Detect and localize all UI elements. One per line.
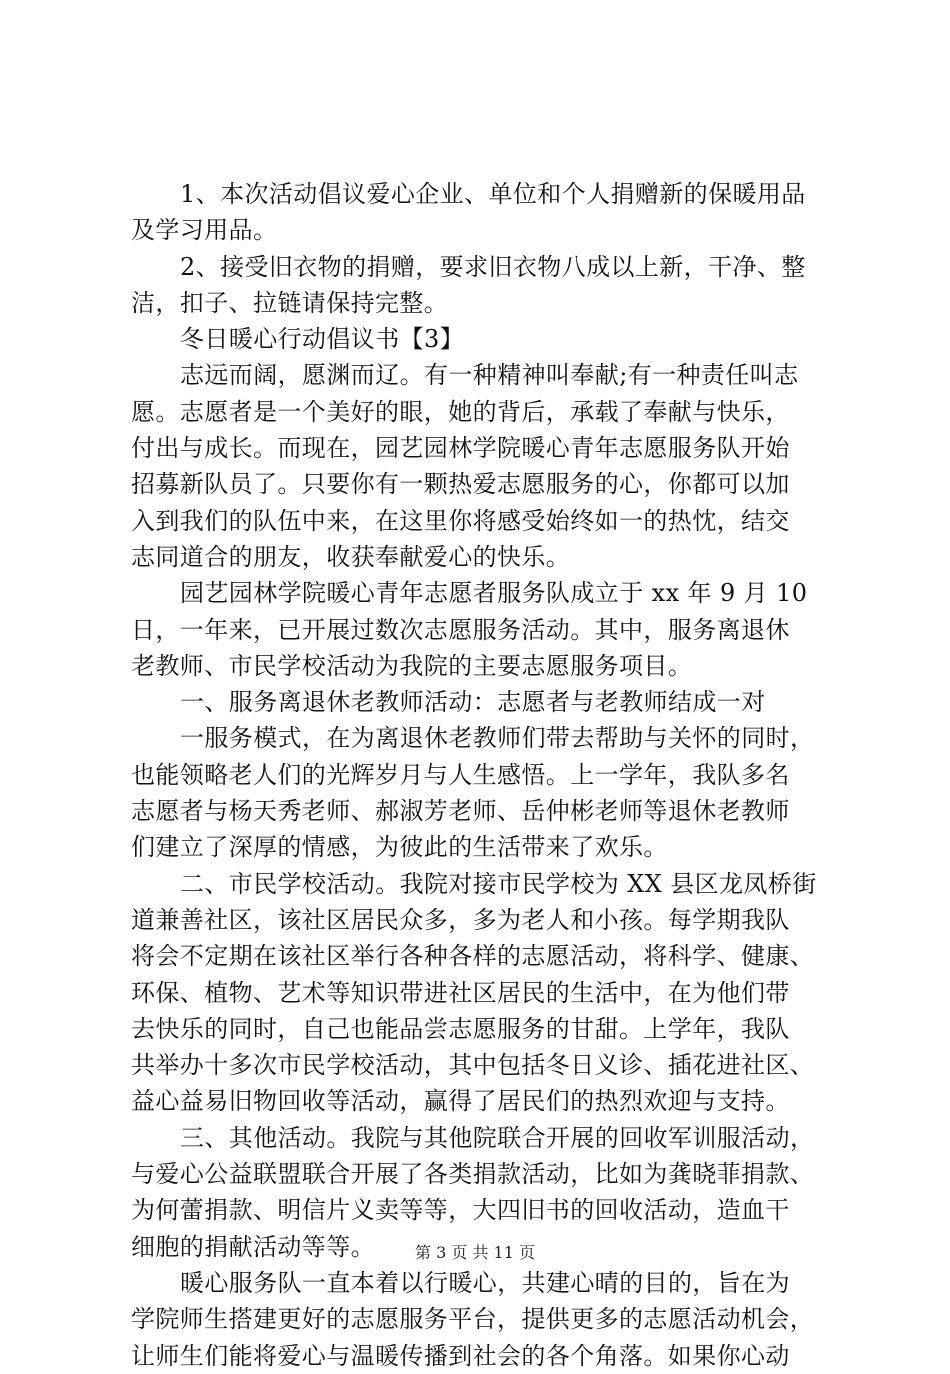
text-line: 2、接受旧衣物的捐赠，要求旧衣物八成以上新，干净、整 xyxy=(180,252,806,281)
text-line: 暖心服务队一直本着以行暖心，共建心晴的目的，旨在为 xyxy=(180,1268,790,1297)
text-line: 一服务模式，在为离退休老教师们带去帮助与关怀的同时， xyxy=(180,724,815,753)
text-line: 去快乐的同时，自己也能品尝志愿服务的甘甜。上学年，我队 xyxy=(131,1014,790,1043)
text-line: 三、其他活动。我院与其他院联合开展的回收军训服活动， xyxy=(180,1123,815,1152)
text-line: 及学习用品。 xyxy=(131,216,278,245)
text-line: 日，一年来，已开展过数次志愿服务活动。其中，服务离退休 xyxy=(131,615,790,644)
text-line: 为何蕾捐款、明信片义卖等等，大四旧书的回收活动，造血干 xyxy=(131,1196,790,1225)
text-line: 也能领略老人们的光辉岁月与人生感悟。上一学年，我队多名 xyxy=(131,760,790,789)
text-line: 道兼善社区，该社区居民众多，多为老人和小孩。每学期我队 xyxy=(131,905,790,934)
text-line: 入到我们的队伍中来，在这里你将感受始终如一的热忱，结交 xyxy=(131,506,790,535)
text-line: 二、市民学校活动。我院对接市民学校为 XX 县区龙凤桥街 xyxy=(180,869,817,898)
text-line: 付出与成长。而现在，园艺园林学院暖心青年志愿服务队开始 xyxy=(131,434,790,463)
text-line: 园艺园林学院暖心青年志愿者服务队成立于 xx 年 9 月 10 xyxy=(180,579,808,608)
text-line: 冬日暖心行动倡议书【3】 xyxy=(180,325,465,354)
text-line: 共举办十多次市民学校活动，其中包括冬日义诊、插花进社区、 xyxy=(131,1051,815,1080)
text-line: 们建立了深厚的情感，为彼此的生活带来了欢乐。 xyxy=(131,833,668,862)
text-line: 益心益易旧物回收等活动，赢得了居民们的热烈欢迎与支持。 xyxy=(131,1087,790,1116)
text-line: 环保、植物、艺术等知识带进社区居民的生活中，在为他们带 xyxy=(131,978,790,1007)
text-line: 学院师生搭建更好的志愿服务平台，提供更多的志愿活动机会， xyxy=(131,1305,815,1334)
text-line: 一、服务离退休老教师活动：志愿者与老教师结成一对 xyxy=(180,688,766,717)
text-line: 让师生们能将爱心与温暖传播到社会的各个角落。如果你心动 xyxy=(131,1341,790,1370)
text-line: 愿。志愿者是一个美好的眼，她的背后，承载了奉献与快乐， xyxy=(131,397,790,426)
text-line: 老教师、市民学校活动为我院的主要志愿服务项目。 xyxy=(131,651,693,680)
text-line: 与爱心公益联盟联合开展了各类捐款活动，比如为龚晓菲捐款、 xyxy=(131,1160,815,1189)
text-line: 1、本次活动倡议爱心企业、单位和个人捐赠新的保暖用品 xyxy=(180,180,806,208)
document-body xyxy=(131,176,835,1374)
text-line: 志愿者与杨天秀老师、郝淑芳老师、岳仲彬老师等退休老教师 xyxy=(131,797,790,826)
text-line: 将会不定期在该社区举行各种各样的志愿活动，将科学、健康、 xyxy=(131,942,815,971)
text-line: 细胞的捐献活动等等。 xyxy=(131,1232,375,1261)
text-line: 洁，扣子、拉链请保持完整。 xyxy=(131,288,449,317)
text-line: 志同道合的朋友，收获奉献爱心的快乐。 xyxy=(131,542,571,571)
page-footer: 第 3 页 共 11 页 xyxy=(415,1243,535,1262)
text-line: 志远而阔，愿渊而辽。有一种精神叫奉献;有一种责任叫志 xyxy=(180,361,799,390)
text-line: 招募新队员了。只要你有一颗热爱志愿服务的心，你都可以加 xyxy=(131,470,790,499)
